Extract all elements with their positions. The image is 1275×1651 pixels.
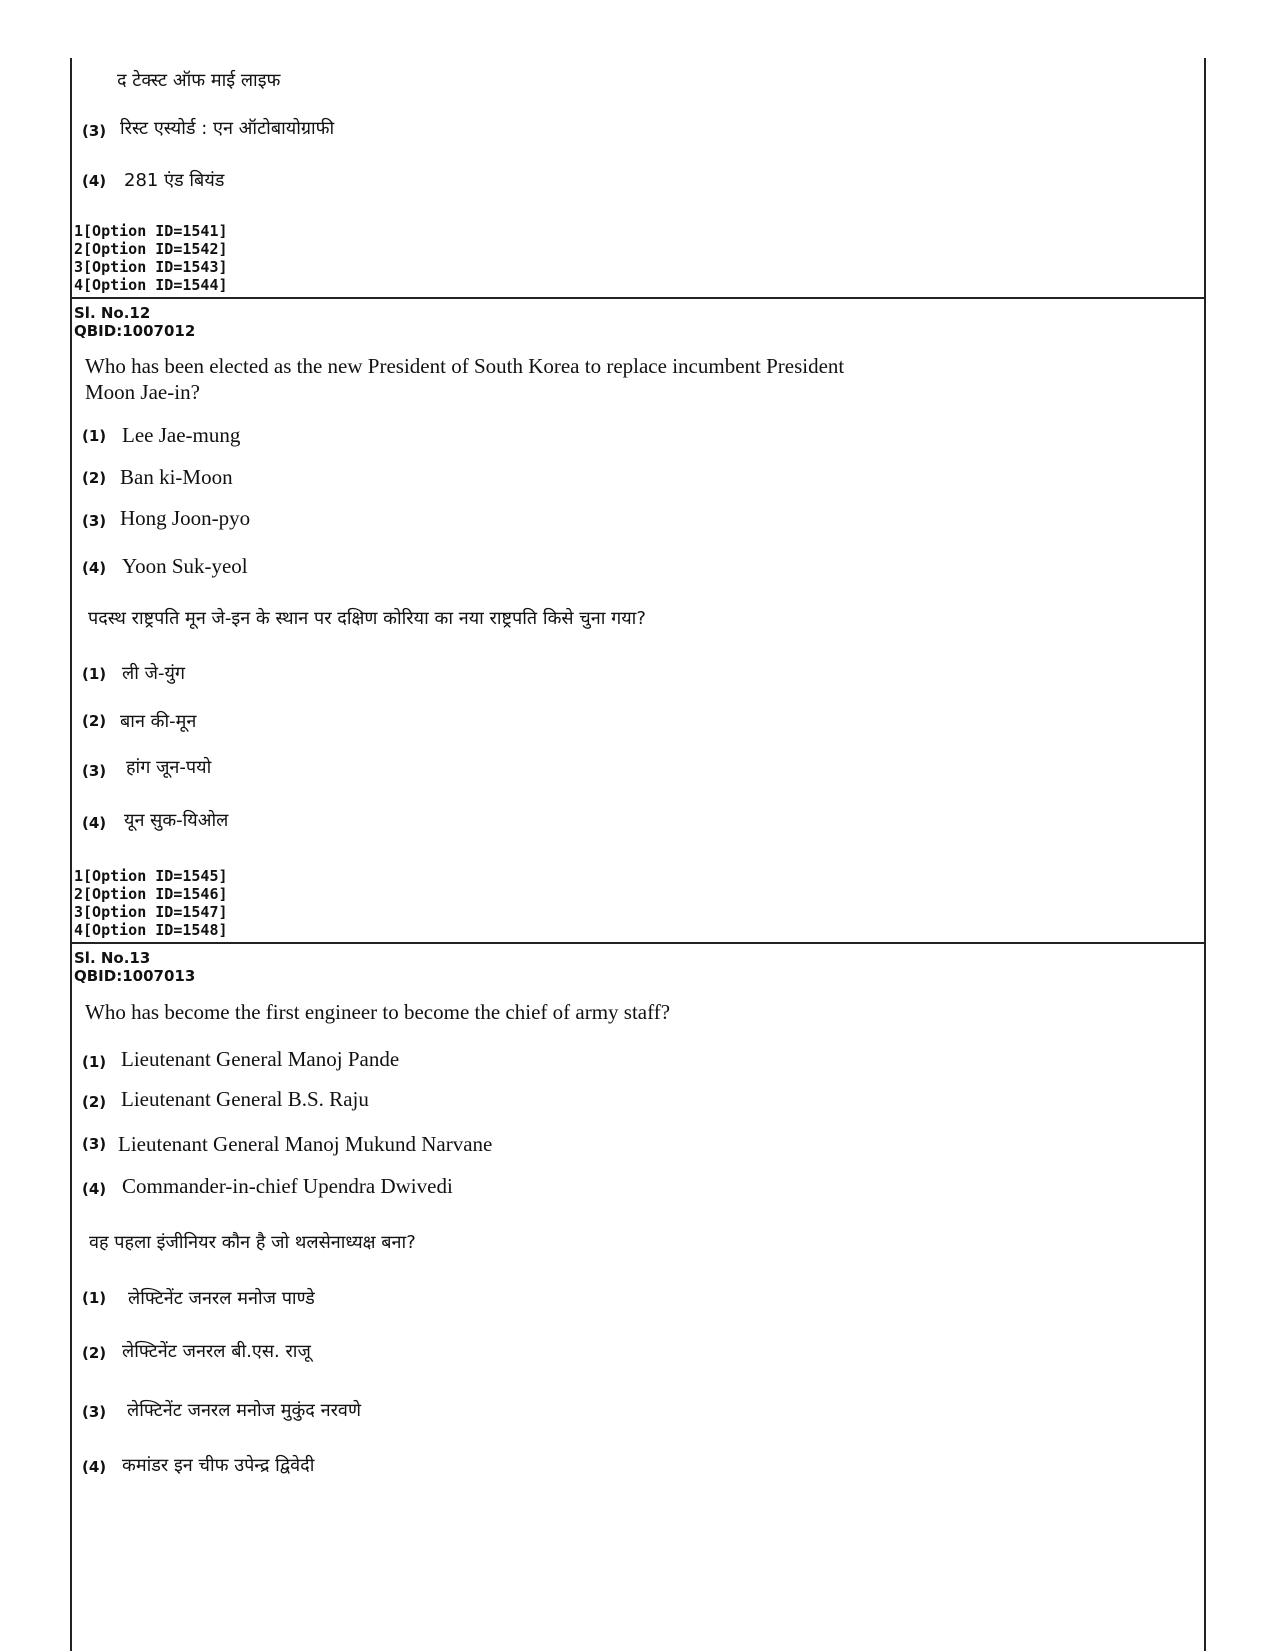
q13-option-en-1-text: Lieutenant General Manoj Pande	[121, 1047, 400, 1071]
option-id-line: 1[Option ID=1545]	[74, 867, 228, 885]
option-id-line: 4[Option ID=1548]	[74, 921, 228, 939]
q12-option-en-4-number: (4)	[82, 559, 107, 577]
q12-option-hi-4-number: (4)	[82, 814, 107, 832]
prev-option-4-text: 281 एंड बियंड	[124, 170, 225, 191]
q13-option-hi-4-number: (4)	[82, 1458, 107, 1476]
q12-option-hi-2-number: (2)	[82, 712, 107, 730]
q12-option-en-3-text: Hong Joon-pyo	[120, 506, 251, 530]
question-divider	[70, 297, 1206, 299]
q12-question-hi: पदस्थ राष्ट्रपति मून जे-इन के स्थान पर दक्षिण कोरिया का नया राष्ट्रपति किसे चुना गया?	[88, 608, 646, 629]
q13-option-hi-1-number: (1)	[82, 1289, 107, 1307]
option-id-line: 3[Option ID=1543]	[74, 258, 228, 276]
option-id-line: 2[Option ID=1542]	[74, 240, 228, 258]
q13-question-en: Who has become the first engineer to become the chief of army staff?	[85, 1000, 671, 1024]
q13-option-en-4-text: Commander-in-chief Upendra Dwivedi	[122, 1174, 453, 1198]
q13-option-hi-3-number: (3)	[82, 1403, 107, 1421]
option-id-line: 3[Option ID=1547]	[74, 903, 228, 921]
q13-option-hi-4-text: कमांडर इन चीफ उपेन्द्र द्विवेदी	[122, 1455, 315, 1476]
option-id-line: 2[Option ID=1546]	[74, 885, 228, 903]
q12-question-en-line2: Moon Jae-in?	[85, 380, 200, 404]
q12-option-en-2-number: (2)	[82, 469, 107, 487]
q12-option-en-4-text: Yoon Suk-yeol	[122, 554, 248, 578]
q13-option-en-3-text: Lieutenant General Manoj Mukund Narvane	[118, 1132, 493, 1156]
q13-option-hi-2-text: लेफ्टिनेंट जनरल बी.एस. राजू	[122, 1341, 311, 1362]
q12-option-hi-1-text: ली जे-युंग	[122, 663, 186, 684]
q12-option-en-1-text: Lee Jae-mung	[122, 423, 241, 447]
q12-sl-no: Sl. No.12	[74, 304, 151, 322]
q12-option-hi-3-number: (3)	[82, 762, 107, 780]
q12-option-hi-2-text: बान की-मून	[120, 711, 197, 732]
q13-sl-no: Sl. No.13	[74, 949, 151, 967]
q12-question-en-line1: Who has been elected as the new President of South Korea to replace incumbent President	[85, 354, 845, 378]
q13-option-en-3-number: (3)	[82, 1135, 107, 1153]
option-id-line: 4[Option ID=1544]	[74, 276, 228, 294]
q12-option-hi-4-text: यून सुक-यिओल	[124, 810, 229, 831]
q13-option-en-4-number: (4)	[82, 1180, 107, 1198]
prev-question-continuation: द टेक्स्ट ऑफ माई लाइफ	[117, 70, 281, 91]
q12-option-hi-1-number: (1)	[82, 665, 107, 683]
option-id-line: 1[Option ID=1541]	[74, 222, 228, 240]
q13-option-en-1-number: (1)	[82, 1053, 107, 1071]
prev-option-3-number: (3)	[82, 122, 107, 140]
q13-question-hi: वह पहला इंजीनियर कौन है जो थलसेनाध्यक्ष बना?	[89, 1232, 416, 1253]
q12-option-hi-3-text: हांग जून-पयो	[126, 757, 212, 778]
q13-option-hi-2-number: (2)	[82, 1344, 107, 1362]
question-divider	[70, 942, 1206, 944]
q13-option-hi-3-text: लेफ्टिनेंट जनरल मनोज मुकुंद नरवणे	[127, 1400, 361, 1421]
q13-option-hi-1-text: लेफ्टिनेंट जनरल मनोज पाण्डे	[128, 1288, 315, 1309]
q12-option-en-1-number: (1)	[82, 427, 107, 445]
q13-option-en-2-text: Lieutenant General B.S. Raju	[121, 1087, 369, 1111]
prev-option-3-text: रिस्ट एस्योर्ड : एन ऑटोबायोग्राफी	[120, 118, 335, 139]
q12-option-ids	[74, 867, 228, 939]
q13-qbid: QBID:1007013	[74, 967, 196, 985]
q13-option-en-2-number: (2)	[82, 1093, 107, 1111]
prev-option-4-number: (4)	[82, 172, 107, 190]
q12-option-en-2-text: Ban ki-Moon	[120, 465, 233, 489]
q12-qbid: QBID:1007012	[74, 322, 196, 340]
prev-option-ids	[74, 222, 228, 294]
q12-option-en-3-number: (3)	[82, 512, 107, 530]
